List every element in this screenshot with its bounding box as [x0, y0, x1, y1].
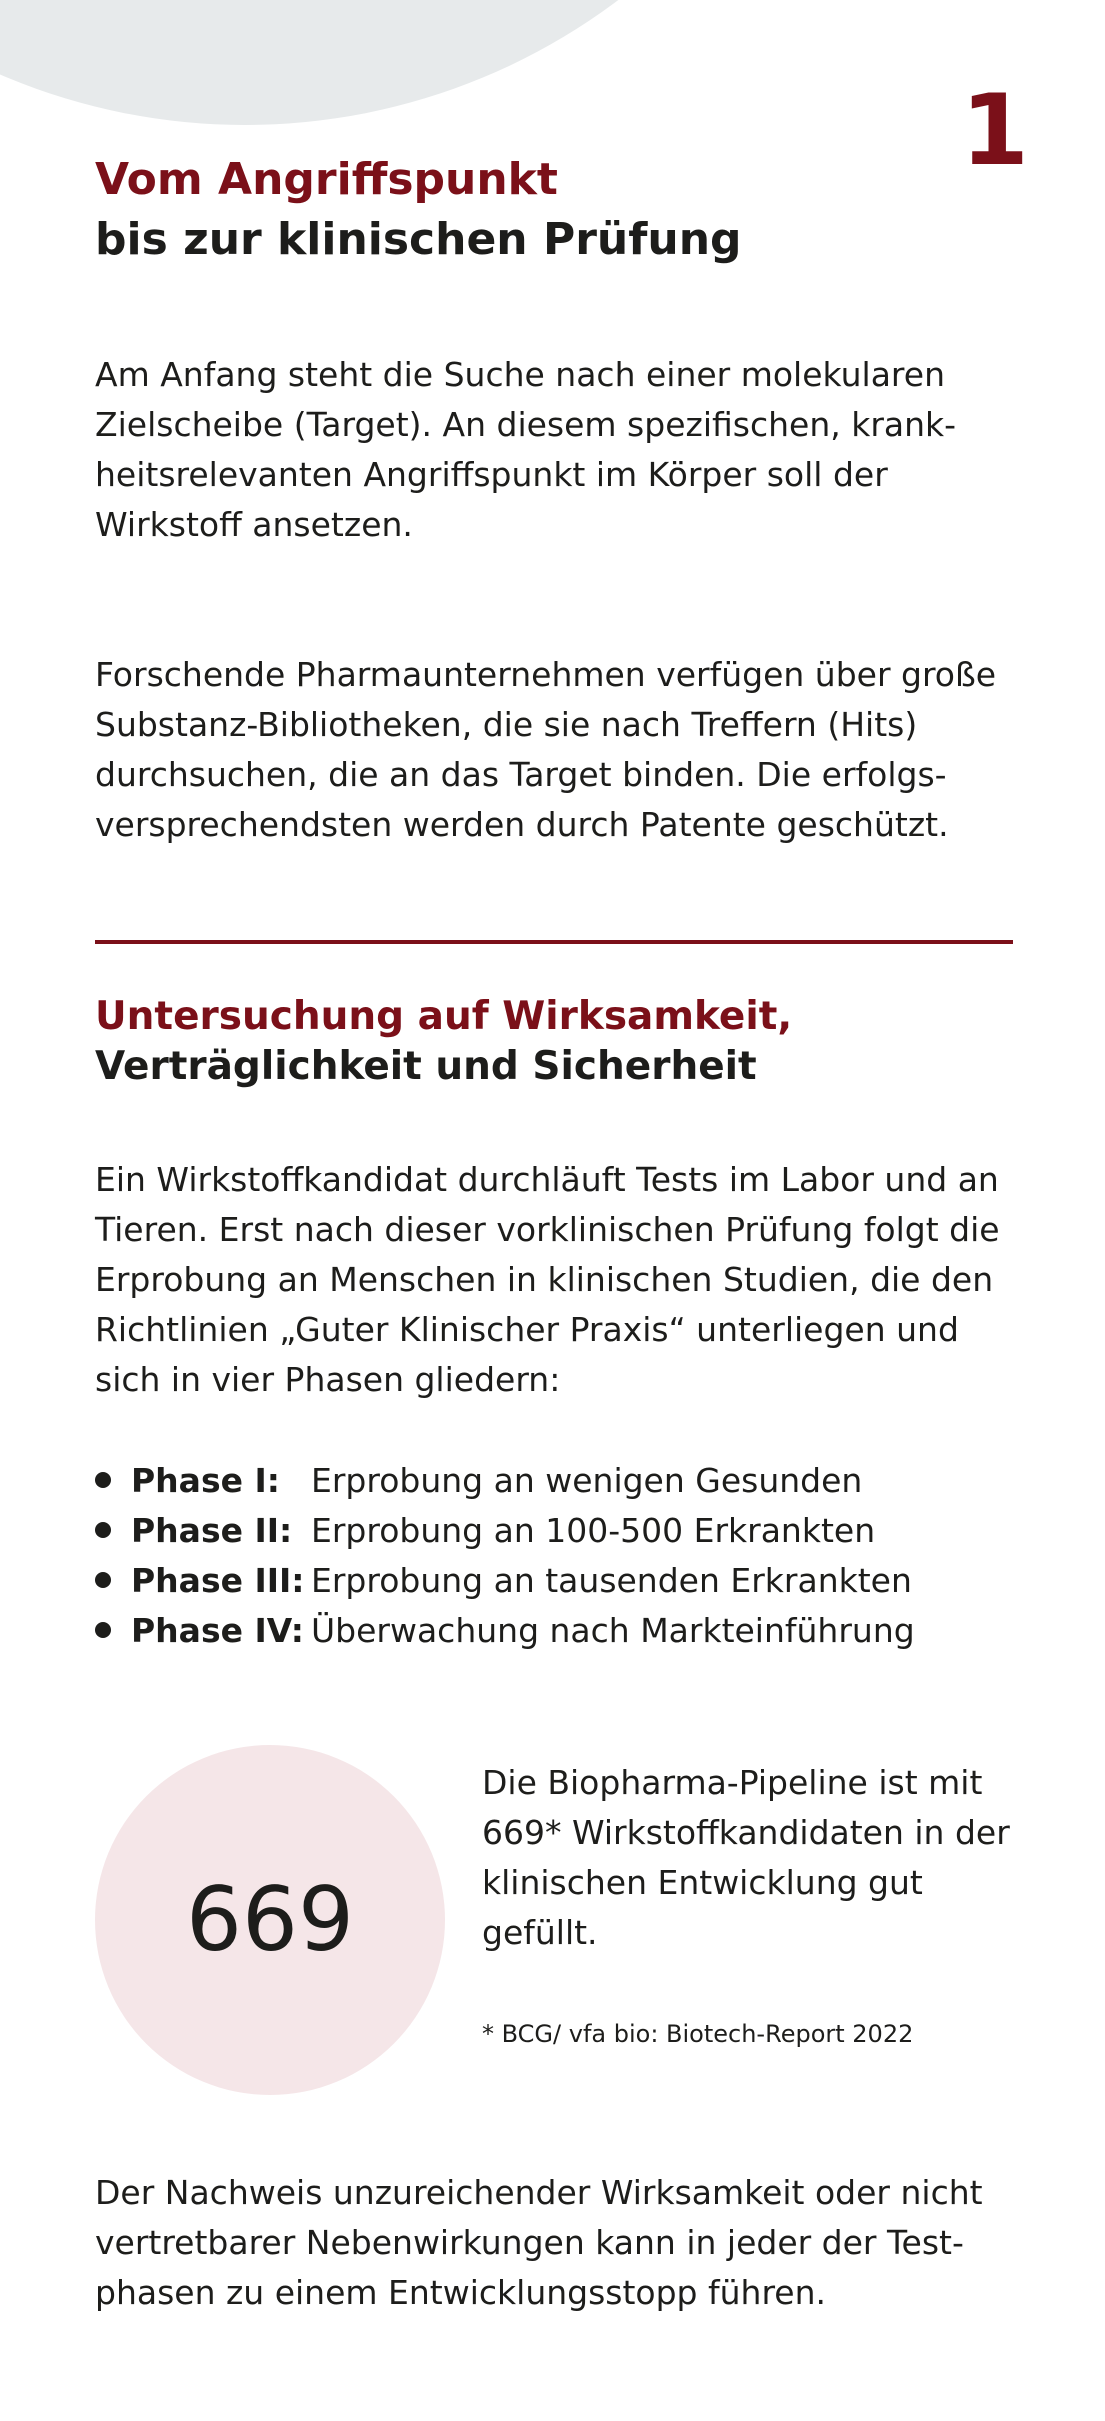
phase-label: Phase I: [131, 1460, 280, 1500]
section-divider [95, 940, 1013, 944]
stat-number: 669 [186, 1868, 354, 1971]
phase-item [95, 1505, 915, 1555]
section-title-main: Verträglichkeit und Sicherheit [95, 1044, 757, 1089]
phase-label: Phase II: [131, 1510, 293, 1550]
bullet-icon [95, 1622, 111, 1638]
phase-label: Phase III: [131, 1560, 305, 1600]
page-number: 1 [960, 74, 1029, 188]
intro-paragraph-1: Am Anfang steht die Suche nach einer molekularen Zielscheibe (Target). An diesem spezifischen, krankheitsrelevanten Angriffspunkt im Körper soll der Wirkstoff ansetzen. [95, 355, 957, 544]
title-line-accent: Vom Angriffspunkt [95, 154, 558, 205]
phase-text: Erprobung an 100-500 Erkrankten [311, 1510, 876, 1550]
background-circle [0, 0, 865, 125]
source-footnote: * BCG/ vfa bio: Biotech-Report 2022 [482, 2020, 914, 2048]
page-title [95, 150, 995, 270]
section-title-accent: Untersuchung auf Wirksamkeit, [95, 994, 793, 1039]
stat-circle [95, 1745, 445, 2095]
stat-description: Die Biopharma-Pipeline ist mit 669* Wirkstoffkandidaten in der klinischen Entwicklung gut gefüllt. [482, 1763, 1010, 1952]
intro-paragraph-2: Forschende Pharmaunternehmen verfügen über große Substanz-Bibliotheken, die sie nach Treffern (Hits) durchsuchen, die an das Target binden. Die erfolgsversprechendsten werden durch Patente geschützt. [95, 655, 997, 844]
phase-text: Überwachung nach Markteinführung [311, 1610, 915, 1650]
phase-label: Phase IV: [131, 1610, 304, 1650]
bullet-icon [95, 1572, 111, 1588]
section-title [95, 992, 995, 1092]
section-paragraph: Ein Wirkstoffkandidat durchläuft Tests im Labor und an Tieren. Erst nach dieser vorklinischen Prüfung folgt die Erprobung an Menschen in klinischen Studien, die den Richtlinien „Guter Klinischer Praxis“ unterliegen und sich in vier Phasen gliedern: [95, 1160, 1000, 1399]
phase-text: Erprobung an tausenden Erkrankten [311, 1560, 912, 1600]
phase-item [95, 1455, 915, 1505]
phase-item [95, 1555, 915, 1605]
phase-text: Erprobung an wenigen Gesunden [311, 1460, 863, 1500]
bullet-icon [95, 1472, 111, 1488]
bullet-icon [95, 1522, 111, 1538]
title-line-main: bis zur klinischen Prüfung [95, 214, 742, 265]
phase-list [95, 1455, 915, 1655]
phase-item [95, 1605, 915, 1655]
conclusion-paragraph: Der Nachweis unzureichender Wirksamkeit oder nicht vertretbarer Nebenwirkungen kann in jeder der Testphasen zu einem Entwicklungsstopp führen. [95, 2173, 983, 2312]
